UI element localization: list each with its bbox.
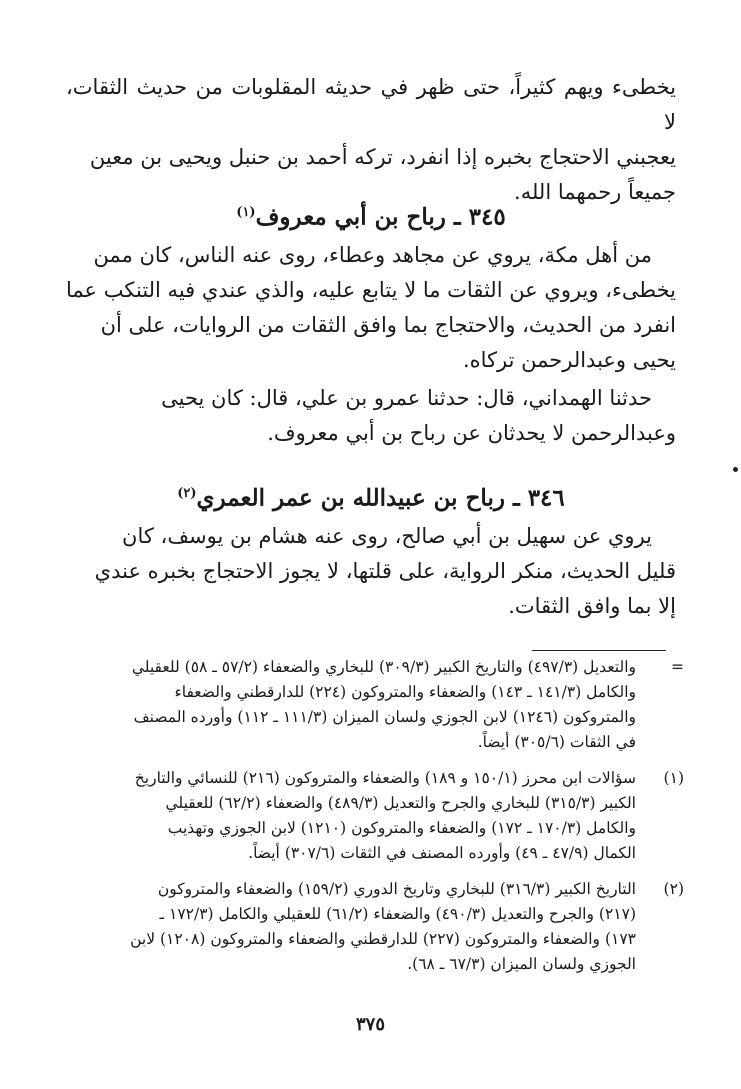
footnote-line: (٢١٧) والجرح والتعديل (٤٩٠/٣) والضعفاء (٦١/٢) للعقيلي والكامل (١٧٢/٣ ـ bbox=[159, 905, 636, 923]
text-line: إلا بما وافق الثقات. bbox=[508, 594, 676, 618]
text-line: يحيى وعبدالرحمن تركاه. bbox=[462, 348, 676, 372]
footnote-line: في الثقات (٣٠٥/٦) أيضاً. bbox=[477, 733, 636, 751]
footnote-line: الجوزي ولسان الميزان (٦٧/٣ ـ ٦٨). bbox=[407, 955, 636, 973]
footnote-2 bbox=[58, 877, 684, 977]
footnote-mark: (٢) bbox=[663, 880, 684, 898]
footnote-text bbox=[58, 655, 636, 755]
footnote-mark: (١) bbox=[663, 769, 684, 787]
text-line: يعجبني الاحتجاج بخبره إذا انفرد، تركه أحمد بن حنبل ويحيى بن معين bbox=[89, 145, 676, 169]
footnote-line: والمتروكون (١٢٤٦) لابن الجوزي ولسان الميزان (١١١/٣ ـ ١١٢) وأورده المصنف bbox=[133, 708, 636, 726]
text-line: حدثنا الهمداني، قال: حدثنا عمرو بن علي، قال: كان يحيى bbox=[161, 386, 652, 410]
text-line: وعبدالرحمن لا يحدثان عن رباح بن أبي معروف. bbox=[267, 421, 676, 445]
entry-345-heading bbox=[66, 193, 676, 238]
footnote-line: والكامل (١٧٠/٣ ـ ١٧٢) والضعفاء والمتروكون (١٢١٠) لابن الجوزي وتهذيب bbox=[167, 819, 636, 837]
footnote-continuation bbox=[58, 655, 684, 755]
footnote-1 bbox=[58, 766, 684, 866]
footnote-text bbox=[58, 877, 636, 977]
text-line: جميعاً رحمهما الله. bbox=[514, 180, 676, 204]
text-line: انفرد من الحديث، والاحتجاج بما وافق الثقات من الروايات، على أن bbox=[100, 313, 676, 337]
margin-mark bbox=[733, 467, 738, 472]
footnote-separator bbox=[532, 650, 666, 651]
heading-text: ٣٤٥ ـ رباح بن أبي معروف bbox=[255, 203, 506, 231]
text-line: يخطىء، ويروي عن الثقات ما لا يتابع عليه، والذي عندي فيه التنكب عما bbox=[66, 278, 676, 302]
footnote-line: الكمال (٤٧/٩ ـ ٤٩) وأورده المصنف في الثقات (٣٠٧/٦) أيضاً. bbox=[248, 844, 636, 862]
text-line: من أهل مكة، يروي عن مجاهد وعطاء، روى عنه الناس، كان ممن bbox=[93, 243, 652, 267]
footnote-mark: = bbox=[671, 658, 684, 676]
footnote-line: سؤالات ابن محرز (١٥٠/١ و ١٨٩) والضعفاء والمتروكون (٢١٦) للنسائي والتاريخ bbox=[134, 769, 636, 787]
footnote-line: والكامل (١٤١/٣ ـ ١٤٣) والضعفاء والمتروكون (٢٢٤) للدارقطني والضعفاء bbox=[174, 683, 636, 701]
entry-346-paragraph-1 bbox=[66, 519, 676, 624]
footnote-line: التاريخ الكبير (٣١٦/٣) للبخاري وتاريخ الدوري (١٥٩/٢) والضعفاء والمتروكون bbox=[157, 880, 636, 898]
footnote-text bbox=[58, 766, 636, 866]
footnote-line: والتعديل (٤٩٧/٣) والتاريخ الكبير (٣٠٩/٣) للبخاري والضعفاء (٥٧/٢ ـ ٥٨) للعقيلي bbox=[131, 658, 636, 676]
footnote-line: الكبير (٣١٥/٣) للبخاري والجرح والتعديل (٤٨٩/٣) والضعفاء (٦٢/٢) للعقيلي bbox=[165, 794, 636, 812]
entry-345-paragraph-2 bbox=[66, 381, 676, 451]
text-line: يخطىء ويهم كثيراً، حتى ظهر في حديثه المقلوبات من حديث الثقات، لا bbox=[66, 75, 676, 134]
footnote-ref-1: (١) bbox=[236, 205, 256, 220]
entry-346-heading bbox=[66, 474, 676, 519]
intro-paragraph bbox=[66, 70, 676, 210]
text-line: قليل الحديث، منكر الرواية، على قلتها، لا يجوز الاحتجاج بخبره عندي bbox=[94, 559, 676, 583]
page-number: ٣٧٥ bbox=[355, 1014, 385, 1035]
text-line: يروي عن سهيل بن أبي صالح، روى عنه هشام بن يوسف، كان bbox=[122, 524, 652, 548]
entry-345-paragraph-1 bbox=[66, 238, 676, 378]
footnote-ref-2: (٢) bbox=[177, 486, 197, 501]
heading-text: ٣٤٦ ـ رباح بن عبيدالله بن عمر العمري bbox=[196, 484, 565, 512]
footnote-line: ١٧٣) والضعفاء والمتروكون (٢٢٧) للدارقطني والضعفاء والمتروكون (١٢٠٨) لابن bbox=[130, 930, 636, 948]
